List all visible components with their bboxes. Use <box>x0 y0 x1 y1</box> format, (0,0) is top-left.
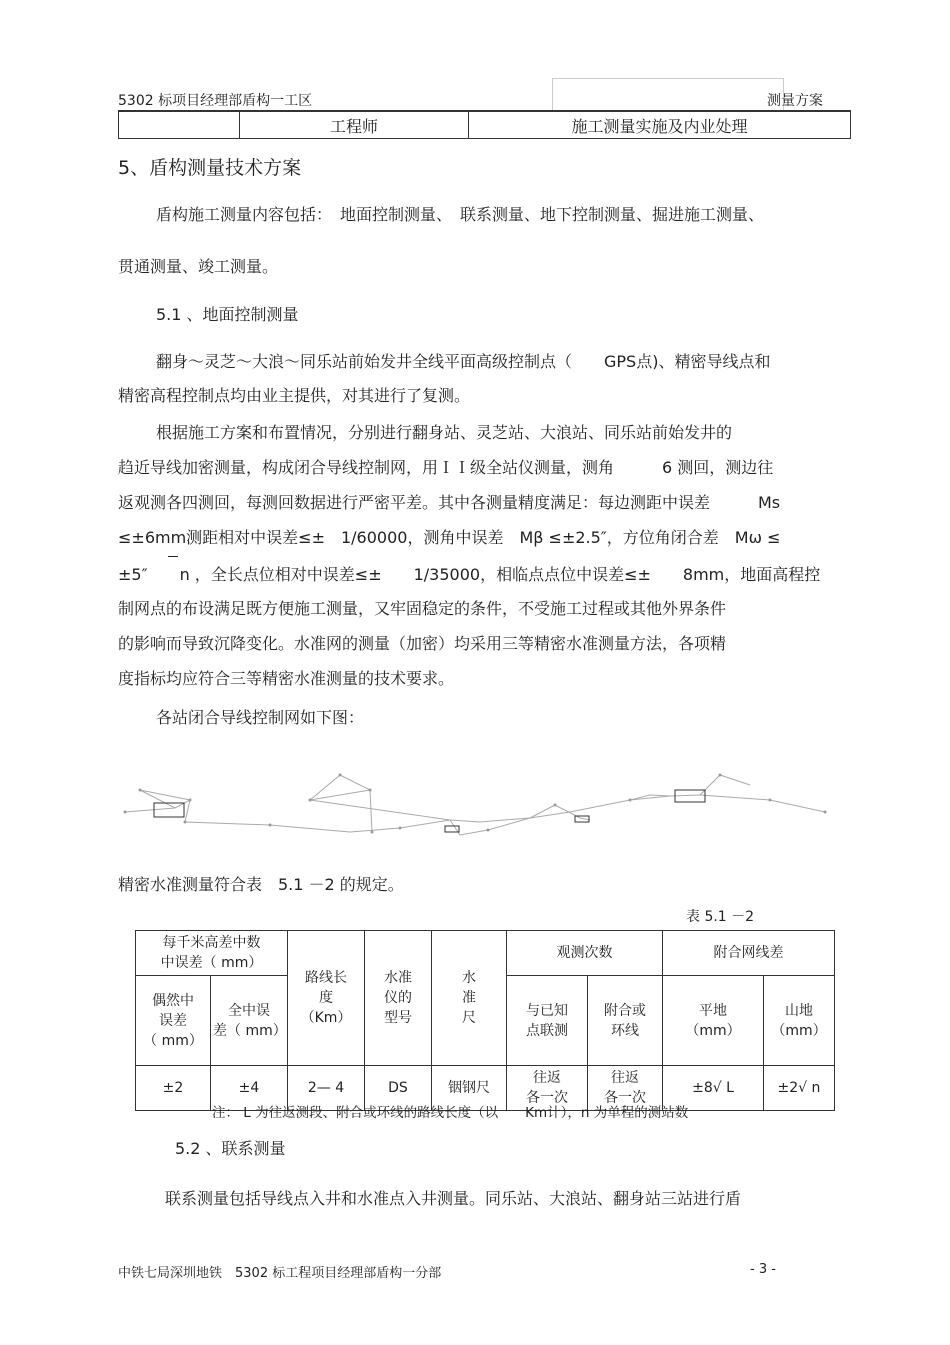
h-random-l3: （ mm） <box>143 1032 203 1049</box>
para2-line: ≤±6mm测距相对中误差≤± 1/60000，测角中误差 Mβ ≤±2.5″，方位角闭合差 Mω ≤ <box>118 528 781 547</box>
section51-para1-line2: 精密高程控制点均由业主提供，对其进行了复测。 <box>118 386 471 405</box>
h-route-cell <box>288 931 365 1066</box>
h-obs-known-cell <box>507 976 588 1066</box>
h-error-line1: 每千米高差中数 <box>162 935 261 951</box>
val-known-l1: 往返 <box>533 1070 561 1086</box>
h-flat-l1: 平地 <box>699 1002 727 1019</box>
h-mount-l1: 山地 <box>785 1002 813 1019</box>
h-route-l3: （Km） <box>300 1010 352 1026</box>
h-total-l2: 差（ mm） <box>213 1022 287 1039</box>
val-staff: 铟钢尺 <box>432 1066 507 1111</box>
level-intro: 精密水准测量符合表 5.1 －2 的规定。 <box>118 875 404 894</box>
h-random-l2: 误差 <box>159 1012 187 1029</box>
val-mount: ±2√ n <box>764 1066 835 1111</box>
h-staff-l1: 水 <box>462 970 476 986</box>
h-obs-known-l1: 与已知 <box>526 1002 568 1019</box>
section52-heading: 5.2 、联系测量 <box>175 1139 286 1158</box>
para2-line: 趋近导线加密测量，构成闭合导线控制网，用ＩＩ级全站仪测量，测角 6 测回，测边往 <box>118 458 774 477</box>
staff-duty-cell: 施工测量实施及内业处理 <box>469 112 851 139</box>
h-staff-l3: 尺 <box>462 1010 476 1026</box>
diagram-caption: 各站闭合导线控制网如下图： <box>156 708 365 727</box>
val-known-l2: 各一次 <box>526 1090 568 1106</box>
h-obs-loop-l1: 附合或 <box>604 1002 646 1019</box>
h-total-l1: 全中误 <box>228 1002 270 1019</box>
val-loop-l1: 往返 <box>611 1070 639 1086</box>
h-instrument-cell <box>365 931 432 1066</box>
val-loop-l2: 各一次 <box>604 1090 646 1106</box>
traverse-network-diagram <box>110 760 840 840</box>
leveling-table <box>135 930 835 1111</box>
header-left: 5302 标项目经理部盾构一工区 <box>118 93 313 109</box>
para2-line: 返观测各四测回，每测回数据进行严密平差。其中各测量精度满足：每边测距中误差 Ms <box>118 493 781 512</box>
section52-para-line1: 联系测量包括导线点入井和水准点入井测量。同乐站、大浪站、翻身站三站进行盾 <box>165 1189 742 1208</box>
h-flat-cell <box>663 976 764 1066</box>
h-obs-cell: 观测次数 <box>507 931 663 976</box>
val-random: ±2 <box>136 1066 211 1111</box>
h-error-cell <box>136 931 288 976</box>
sqrt-overline <box>168 556 178 557</box>
section5-intro-line1: 盾构施工测量内容包括： 地面控制测量、 联系测量、地下控制测量、掘进施工测量、 <box>156 205 765 224</box>
staff-blank-cell <box>119 112 240 139</box>
h-route-l2: 度 <box>319 990 333 1006</box>
section5-heading: 5、盾构测量技术方案 <box>118 157 302 179</box>
section5-intro-line2: 贯通测量、竣工测量。 <box>118 257 279 276</box>
h-mount-l2: （mm） <box>771 1022 827 1039</box>
header-right: 测量方案 <box>767 93 823 109</box>
val-total: ±4 <box>211 1066 288 1111</box>
h-staff-cell <box>432 931 507 1066</box>
h-error-line2: 中误差（ mm） <box>160 955 263 971</box>
h-instrument-l1: 水准 <box>384 970 412 986</box>
h-obs-loop-l2: 环线 <box>611 1022 639 1039</box>
section51-para1-line1: 翻身～灵芝～大浪～同乐站前始发井全线平面高级控制点（ GPS点)、精密导线点和 <box>156 352 771 371</box>
h-random-cell <box>136 976 211 1066</box>
staff-role-cell: 工程师 <box>240 112 469 139</box>
table-number: 表 5.1 －2 <box>686 909 755 925</box>
h-total-cell <box>211 976 288 1066</box>
h-route-l1: 路线长 <box>305 970 347 986</box>
h-mount-cell <box>764 976 835 1066</box>
para2-line: 的影响而导致沉降变化。水准网的测量（加密）均采用三等精密水准测量方法，各项精 <box>118 634 727 653</box>
h-random-l1: 偶然中 <box>152 992 194 1009</box>
h-obs-known-l2: 点联测 <box>526 1022 568 1039</box>
h-instrument-l3: 型号 <box>384 1010 412 1026</box>
staff-table <box>118 111 851 139</box>
footer-left: 中铁七局深圳地铁 5302 标工程项目经理部盾构一分部 <box>118 1266 442 1281</box>
val-route: 2— 4 <box>288 1066 365 1111</box>
h-flat-l2: （mm） <box>685 1022 741 1039</box>
header-box <box>552 78 784 111</box>
h-instrument-l2: 仪的 <box>384 990 412 1006</box>
para2-line: ±5″ n ，全长点位相对中误差≤± 1/35000，相临点点位中误差≤± 8mm，地面高程控 <box>118 565 821 584</box>
val-instrument: DS <box>365 1066 432 1111</box>
val-flat: ±8√ L <box>663 1066 764 1111</box>
para2-line: 制网点的布设满足既方便施工测量，又牢固稳定的条件，不受施工过程或其他外界条件 <box>118 599 727 618</box>
footer-page-number: - 3 - <box>750 1262 776 1277</box>
section51-heading: 5.1 、地面控制测量 <box>156 305 299 324</box>
h-close-cell: 附合网线差 <box>663 931 835 976</box>
para2-line: 根据施工方案和布置情况，分别进行翻身站、灵芝站、大浪站、同乐站前始发井的 <box>156 423 733 442</box>
h-staff-l2: 准 <box>462 990 476 1006</box>
para2-line: 度指标均应符合三等精密水准测量的技术要求。 <box>118 669 455 688</box>
table-note: 注： L 为往返测段、附合或环线的路线长度（以 Km计），n 为单程的测站数 <box>212 1105 689 1121</box>
h-obs-loop-cell <box>588 976 663 1066</box>
